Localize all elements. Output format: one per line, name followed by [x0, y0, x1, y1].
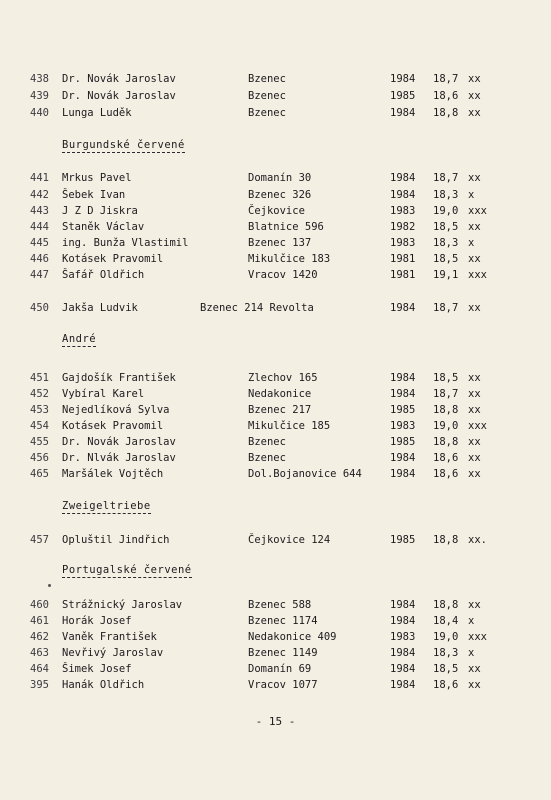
entry-mark: xx [468, 468, 481, 480]
entry-value: 18,8 [433, 534, 459, 546]
entry-place: Bzenec [248, 90, 286, 102]
entry-value: 18,6 [433, 679, 459, 691]
entry-name: Kotásek Pravomil [62, 253, 164, 265]
entry-mark: xx [468, 599, 481, 611]
entry-year: 1984 [390, 452, 416, 464]
entry-mark: xx [468, 372, 481, 384]
section-heading: Burgundské červené [62, 139, 185, 151]
entry-value: 18,3 [433, 647, 459, 659]
entry-mark: xx. [468, 534, 487, 546]
entry-mark: xx [468, 172, 481, 184]
entry-year: 1983 [390, 237, 416, 249]
entry-name: Vybíral Karel [62, 388, 145, 400]
entry-name: Dr. Novák Jaroslav [62, 90, 176, 102]
entry-name: Strážnický Jaroslav [62, 599, 183, 611]
entry-value: 19,0 [433, 631, 459, 643]
stray-mark [48, 584, 51, 587]
entry-mark: xxx [468, 420, 487, 432]
entry-mark: xx [468, 679, 481, 691]
entry-year: 1984 [390, 302, 416, 314]
entry-mark: xx [468, 452, 481, 464]
entry-place: Bzenec 326 [248, 189, 312, 201]
entry-number: 395 [30, 679, 49, 691]
entry-number: 442 [30, 189, 49, 201]
entry-value: 18,6 [433, 468, 459, 480]
entry-number: 451 [30, 372, 49, 384]
entry-mark: x [468, 647, 475, 659]
entry-mark: x [468, 615, 475, 627]
entry-number: 447 [30, 269, 49, 281]
entry-place: Dol.Bojanovice 644 [248, 468, 362, 480]
section-heading: Portugalské červené [62, 564, 192, 576]
entry-value: 19,1 [433, 269, 459, 281]
entry-mark: xx [468, 388, 481, 400]
entry-place: Vracov 1077 [248, 679, 318, 691]
entry-name: Dr. Novák Jaroslav [62, 73, 176, 85]
entry-mark: xx [468, 404, 481, 416]
entry-place: Bzenec [248, 73, 286, 85]
entry-name: Dr. Novák Jaroslav [62, 436, 176, 448]
entry-mark: xx [468, 90, 481, 102]
entry-name: Lunga Luděk [62, 107, 132, 119]
entry-name: Hanák Oldřich [62, 679, 145, 691]
entry-number: 440 [30, 107, 49, 119]
entry-year: 1984 [390, 172, 416, 184]
entry-year: 1984 [390, 372, 416, 384]
entry-value: 18,5 [433, 372, 459, 384]
entry-value: 18,8 [433, 599, 459, 611]
entry-name: Kotásek Pravomil [62, 420, 164, 432]
entry-year: 1985 [390, 534, 416, 546]
entry-number: 446 [30, 253, 49, 265]
entry-place: Bzenec 1149 [248, 647, 318, 659]
entry-number: 462 [30, 631, 49, 643]
entry-place: Mikulčice 183 [248, 253, 331, 265]
entry-number: 461 [30, 615, 49, 627]
entry-value: 18,4 [433, 615, 459, 627]
entry-name: Horák Josef [62, 615, 132, 627]
section-heading: Zweigeltriebe [62, 500, 151, 512]
entry-place: Vracov 1420 [248, 269, 318, 281]
entry-value: 18,7 [433, 302, 459, 314]
entry-year: 1985 [390, 404, 416, 416]
entry-number: 452 [30, 388, 49, 400]
entry-name: Šimek Josef [62, 663, 132, 675]
entry-year: 1983 [390, 205, 416, 217]
entry-number: 463 [30, 647, 49, 659]
entry-name: Mrkus Pavel [62, 172, 132, 184]
entry-year: 1984 [390, 615, 416, 627]
entry-name: Vaněk František [62, 631, 157, 643]
section-heading: André [62, 333, 97, 345]
entry-mark: x [468, 237, 475, 249]
entry-name: Maršálek Vojtěch [62, 468, 164, 480]
entry-year: 1984 [390, 647, 416, 659]
entry-mark: xxx [468, 269, 487, 281]
entry-number: 464 [30, 663, 49, 675]
entry-year: 1983 [390, 420, 416, 432]
entry-value: 19,0 [433, 205, 459, 217]
entry-place: Bzenec 214 Revolta [200, 302, 314, 314]
entry-place: Čejkovice [248, 205, 305, 217]
entry-number: 443 [30, 205, 49, 217]
entry-mark: xx [468, 221, 481, 233]
entry-name: Šafář Oldřich [62, 269, 145, 281]
entry-place: Domanín 30 [248, 172, 312, 184]
entry-name: Opluštil Jindřich [62, 534, 170, 546]
entry-value: 18,6 [433, 452, 459, 464]
entry-year: 1984 [390, 679, 416, 691]
entry-number: 438 [30, 73, 49, 85]
entry-place: Zlechov 165 [248, 372, 318, 384]
entry-year: 1985 [390, 90, 416, 102]
entry-name: Nejedlíková Sylva [62, 404, 170, 416]
entry-number: 460 [30, 599, 49, 611]
entry-place: Domanín 69 [248, 663, 312, 675]
entry-place: Bzenec 1174 [248, 615, 318, 627]
entry-year: 1984 [390, 468, 416, 480]
entry-number: 453 [30, 404, 49, 416]
entry-year: 1984 [390, 599, 416, 611]
entry-place: Blatnice 596 [248, 221, 324, 233]
entry-value: 18,5 [433, 253, 459, 265]
entry-place: Nedakonice 409 [248, 631, 337, 643]
entry-name: Nevřivý Jaroslav [62, 647, 164, 659]
entry-value: 18,8 [433, 107, 459, 119]
entry-value: 18,8 [433, 436, 459, 448]
entry-value: 18,8 [433, 404, 459, 416]
entry-mark: xxx [468, 205, 487, 217]
entry-mark: xx [468, 253, 481, 265]
entry-value: 18,7 [433, 388, 459, 400]
entry-mark: xx [468, 73, 481, 85]
entry-mark: xx [468, 107, 481, 119]
entry-value: 18,5 [433, 663, 459, 675]
entry-year: 1982 [390, 221, 416, 233]
entry-number: 441 [30, 172, 49, 184]
entry-place: Bzenec 137 [248, 237, 312, 249]
entry-name: Staněk Václav [62, 221, 145, 233]
entry-place: Mikulčice 185 [248, 420, 331, 432]
entry-name: Dr. Nlvák Jaroslav [62, 452, 176, 464]
entry-mark: xx [468, 302, 481, 314]
entry-place: Bzenec [248, 452, 286, 464]
entry-place: Bzenec 588 [248, 599, 312, 611]
entry-year: 1984 [390, 73, 416, 85]
entry-name: Šebek Ivan [62, 189, 126, 201]
entry-value: 18,6 [433, 90, 459, 102]
entry-name: J Z D Jiskra [62, 205, 138, 217]
entry-value: 18,3 [433, 237, 459, 249]
entry-year: 1984 [390, 107, 416, 119]
entry-value: 18,3 [433, 189, 459, 201]
entry-number: 450 [30, 302, 49, 314]
entry-year: 1983 [390, 631, 416, 643]
entry-year: 1981 [390, 269, 416, 281]
entry-place: Bzenec [248, 436, 286, 448]
entry-year: 1984 [390, 189, 416, 201]
entry-year: 1984 [390, 663, 416, 675]
entry-number: 444 [30, 221, 49, 233]
entry-value: 18,7 [433, 73, 459, 85]
page-number: - 15 - [255, 715, 296, 728]
entry-year: 1985 [390, 436, 416, 448]
entry-number: 445 [30, 237, 49, 249]
entry-name: Jakša Ludvik [62, 302, 138, 314]
entry-place: Bzenec [248, 107, 286, 119]
entry-place: Bzenec 217 [248, 404, 312, 416]
entry-name: Gajdošík František [62, 372, 176, 384]
entry-value: 18,5 [433, 221, 459, 233]
entry-mark: x [468, 189, 475, 201]
entry-mark: xxx [468, 631, 487, 643]
entry-number: 465 [30, 468, 49, 480]
entry-year: 1981 [390, 253, 416, 265]
entry-number: 457 [30, 534, 49, 546]
entry-mark: xx [468, 663, 481, 675]
entry-number: 455 [30, 436, 49, 448]
entry-year: 1984 [390, 388, 416, 400]
entry-name: ing. Bunža Vlastimil [62, 237, 189, 249]
entry-place: Čejkovice 124 [248, 534, 331, 546]
entry-number: 439 [30, 90, 49, 102]
entry-value: 19,0 [433, 420, 459, 432]
entry-number: 456 [30, 452, 49, 464]
entry-value: 18,7 [433, 172, 459, 184]
entry-mark: xx [468, 436, 481, 448]
entry-place: Nedakonice [248, 388, 312, 400]
entry-number: 454 [30, 420, 49, 432]
